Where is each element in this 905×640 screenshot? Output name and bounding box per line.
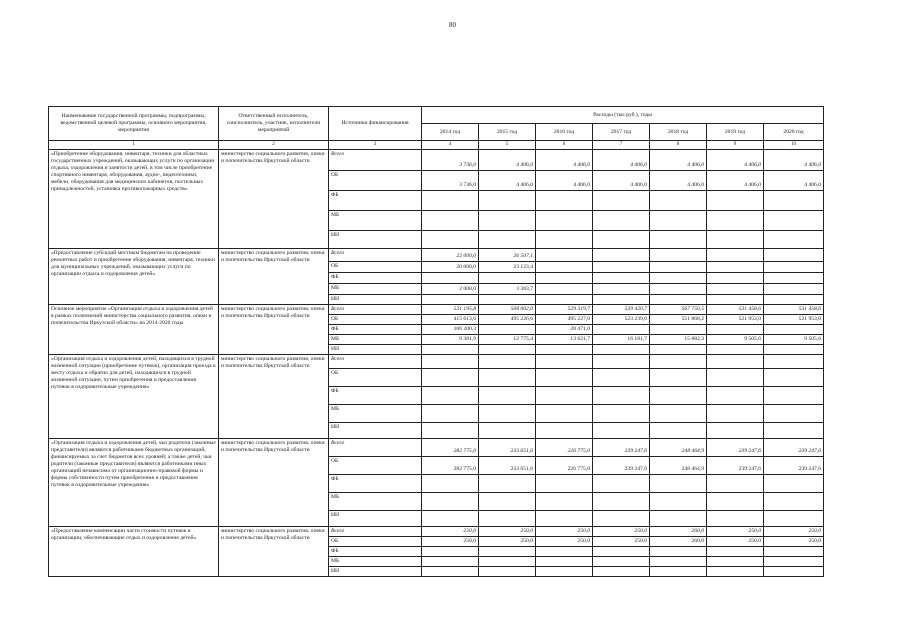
funding-source: ФБ (329, 475, 422, 493)
amount-cell: 106 200,3 (422, 325, 479, 335)
amount-cell (593, 325, 650, 335)
amount-cell (479, 557, 536, 567)
funding-source: ИИ (329, 345, 422, 355)
amount-cell (650, 387, 707, 405)
funding-source: ОБ (329, 171, 422, 191)
amount-cell: 13 621,7 (536, 335, 593, 345)
program-name: «Приобретение оборудования, инвентаря, техники для областных государственных учреждений, оказывающих услуги по организации отдыха, оздоровления и занятости детей, в том числе приобретение спортивного инвентаря, оборудования, аудио-, видеотехники, мебели, оборудования для медицинских кабинетов, постельных принадлежностей, установка противопожарных средств» (49, 150, 219, 249)
amount-cell (650, 325, 707, 335)
amount-cell: 233 651,6 (479, 457, 536, 475)
amount-cell (536, 249, 593, 262)
amount-cell (707, 191, 764, 211)
amount-cell: 239 247,6 (593, 457, 650, 475)
amount-cell: 4 406,0 (707, 171, 764, 191)
amount-cell (650, 345, 707, 355)
amount-cell: 260,0 (650, 537, 707, 547)
funding-source: Всего (329, 355, 422, 369)
amount-cell (593, 475, 650, 493)
amount-cell (707, 567, 764, 577)
table-row (49, 439, 824, 457)
funding-source: ФБ (329, 325, 422, 335)
amount-cell (536, 273, 593, 284)
amount-cell (593, 231, 650, 249)
column-index: 1 (49, 141, 219, 150)
amount-cell (536, 567, 593, 577)
amount-cell (593, 557, 650, 567)
amount-cell (764, 511, 824, 527)
program-name: «Организация отдыха и оздоровления детей, чьи родители (законные представители) являются работниками бюджетных организаций, финансируемых за счет бюджетов всех уровней; а также детей, чьи родители (законные представители) являются работниками иных организаций независимо от организационно-правовой формы и формы собственности путем приобретения и предоставления путевок в оздоровительные учреждения» (49, 439, 219, 527)
funding-source: МБ (329, 493, 422, 511)
funding-source: МБ (329, 335, 422, 345)
program-name: «Предоставление компенсации части стоимости путевок в организации, обеспечивающие отдых и оздоровление детей» (49, 527, 219, 577)
amount-cell (536, 387, 593, 405)
header-year: 2018 год (650, 124, 707, 141)
amount-cell: 15 882,3 (650, 335, 707, 345)
executor: министерство социального развития, опеки и попечительства Иркутской области (219, 249, 329, 305)
funding-source: ИИ (329, 295, 422, 305)
amount-cell (707, 369, 764, 387)
program-name: Основное мероприятие «Организация отдыха и оздоровления детей в рамках полномочий министерства социального развития, опеки и попечительства Иркутской области» на 2014-2020 годы (49, 305, 219, 355)
amount-cell: 3 383,7 (479, 284, 536, 295)
amount-cell: 250,0 (593, 527, 650, 537)
amount-cell (764, 249, 824, 262)
amount-cell (650, 262, 707, 273)
amount-cell: 250,0 (707, 537, 764, 547)
amount-cell (479, 211, 536, 231)
amount-cell: 495 226,6 (479, 315, 536, 325)
amount-cell: 531 458,6 (764, 305, 824, 315)
amount-cell: 415 613,6 (422, 315, 479, 325)
amount-cell (479, 191, 536, 211)
amount-cell (707, 493, 764, 511)
amount-cell (422, 557, 479, 567)
amount-cell (536, 345, 593, 355)
amount-cell: 239 247,6 (764, 439, 824, 457)
amount-cell: 529 319,7 (536, 305, 593, 315)
amount-cell (707, 387, 764, 405)
amount-cell (479, 387, 536, 405)
header-year: 2015 год (479, 124, 536, 141)
amount-cell: 20 000,0 (422, 262, 479, 273)
amount-cell (479, 423, 536, 439)
header-year: 2019 год (707, 124, 764, 141)
amount-cell (536, 557, 593, 567)
amount-cell (707, 262, 764, 273)
amount-cell (764, 345, 824, 355)
amount-cell: 250,0 (422, 537, 479, 547)
amount-cell (650, 493, 707, 511)
amount-cell (650, 547, 707, 557)
table-body (49, 150, 824, 577)
amount-cell (650, 231, 707, 249)
amount-cell: 239 247,6 (593, 439, 650, 457)
amount-cell (536, 405, 593, 423)
amount-cell (650, 249, 707, 262)
column-index: 8 (650, 141, 707, 150)
amount-cell (479, 345, 536, 355)
amount-cell (536, 369, 593, 387)
amount-cell (650, 369, 707, 387)
amount-cell (422, 423, 479, 439)
header-expenses: Расходы (тыс.руб.), годы (422, 107, 824, 124)
amount-cell: 539 420,7 (593, 305, 650, 315)
funding-source: Всего (329, 305, 422, 315)
amount-cell: 4 406,0 (536, 150, 593, 171)
amount-cell (536, 211, 593, 231)
amount-cell (650, 567, 707, 577)
amount-cell (707, 511, 764, 527)
executor: министерство социального развития, опеки и попечительства Иркутской области (219, 355, 329, 439)
header-year: 2016 год (536, 124, 593, 141)
amount-cell: 4 406,0 (764, 171, 824, 191)
amount-cell (764, 355, 824, 369)
funding-source: ОБ (329, 537, 422, 547)
amount-cell: 508 002,0 (479, 305, 536, 315)
amount-cell (707, 355, 764, 369)
amount-cell: 250,0 (707, 527, 764, 537)
amount-cell (593, 547, 650, 557)
amount-cell (707, 345, 764, 355)
amount-cell (764, 387, 824, 405)
amount-cell (593, 493, 650, 511)
amount-cell (479, 325, 536, 335)
funding-source: ОБ (329, 457, 422, 475)
amount-cell (479, 405, 536, 423)
amount-cell (764, 405, 824, 423)
amount-cell (536, 355, 593, 369)
amount-cell: 4 406,0 (479, 171, 536, 191)
column-index: 10 (764, 141, 824, 150)
amount-cell (593, 405, 650, 423)
program-name: «Предоставление субсидий местным бюджетам на проведение ремонтных работ и приобретение оборудования, инвентаря, техники для муниципальных учреждений, оказывающих услуги по организации отдыха и оздоровления детей» (49, 249, 219, 305)
table-row (49, 150, 824, 171)
amount-cell (764, 273, 824, 284)
amount-cell: 531 195,8 (422, 305, 479, 315)
amount-cell: 250,0 (593, 537, 650, 547)
amount-cell (536, 511, 593, 527)
amount-cell (479, 273, 536, 284)
amount-cell: 4 406,0 (764, 150, 824, 171)
amount-cell: 282 775,0 (422, 457, 479, 475)
amount-cell (422, 355, 479, 369)
header-source: Источники финансирования (329, 107, 422, 141)
amount-cell: 26 507,1 (479, 249, 536, 262)
amount-cell (764, 369, 824, 387)
amount-cell: 9 505,6 (707, 335, 764, 345)
amount-cell: 226 775,0 (536, 439, 593, 457)
amount-cell: 248 464,9 (650, 439, 707, 457)
amount-cell: 16 181,7 (593, 335, 650, 345)
amount-cell (479, 567, 536, 577)
amount-cell (536, 547, 593, 557)
amount-cell (650, 423, 707, 439)
amount-cell: 9 505,6 (764, 335, 824, 345)
funding-source: ИИ (329, 511, 422, 527)
amount-cell (479, 295, 536, 305)
amount-cell: 233 651,6 (479, 439, 536, 457)
amount-cell (650, 475, 707, 493)
funding-source: ФБ (329, 273, 422, 284)
amount-cell: 248 464,9 (650, 457, 707, 475)
amount-cell (764, 191, 824, 211)
amount-cell: 250,0 (764, 537, 824, 547)
amount-cell (707, 284, 764, 295)
amount-cell (650, 191, 707, 211)
amount-cell: 4 406,0 (650, 171, 707, 191)
amount-cell (536, 262, 593, 273)
column-index: 3 (329, 141, 422, 150)
amount-cell: 12 775,4 (479, 335, 536, 345)
funding-source: ИИ (329, 423, 422, 439)
funding-source: ОБ (329, 262, 422, 273)
amount-cell (650, 295, 707, 305)
amount-cell (764, 557, 824, 567)
amount-cell: 523 239,0 (593, 315, 650, 325)
amount-cell: 20 471,0 (536, 325, 593, 335)
amount-cell: 9 381,9 (422, 335, 479, 345)
amount-cell (422, 273, 479, 284)
amount-cell: 3 736,0 (422, 171, 479, 191)
amount-cell: 4 406,0 (536, 171, 593, 191)
amount-cell: 551 868,2 (650, 315, 707, 325)
table-row (49, 305, 824, 315)
column-index: 6 (536, 141, 593, 150)
amount-cell (593, 511, 650, 527)
funding-source: МБ (329, 557, 422, 567)
table-row (49, 249, 824, 262)
amount-cell: 23 123,4 (479, 262, 536, 273)
amount-cell (593, 273, 650, 284)
header-year: 2017 год (593, 124, 650, 141)
amount-cell (536, 475, 593, 493)
amount-cell (650, 355, 707, 369)
amount-cell (422, 211, 479, 231)
amount-cell (422, 405, 479, 423)
funding-source: ФБ (329, 387, 422, 405)
amount-cell: 531 458,6 (707, 305, 764, 315)
amount-cell (593, 295, 650, 305)
amount-cell (593, 191, 650, 211)
amount-cell (593, 262, 650, 273)
amount-cell (593, 567, 650, 577)
amount-cell: 521 953,0 (764, 315, 824, 325)
amount-cell: 250,0 (536, 537, 593, 547)
funding-source: ИИ (329, 567, 422, 577)
amount-cell (479, 355, 536, 369)
header-executor: Ответственный исполнитель, соисполнитель, участник, исполнители мероприятий (219, 107, 329, 141)
amount-cell: 4 406,0 (593, 150, 650, 171)
funding-source: ИИ (329, 231, 422, 249)
amount-cell: 239 247,6 (707, 457, 764, 475)
column-index: 4 (422, 141, 479, 150)
amount-cell (536, 493, 593, 511)
amount-cell: 282 775,0 (422, 439, 479, 457)
amount-cell (422, 191, 479, 211)
amount-cell (764, 284, 824, 295)
amount-cell (707, 231, 764, 249)
amount-cell (593, 355, 650, 369)
table-row (49, 527, 824, 537)
amount-cell (764, 325, 824, 335)
amount-cell (479, 369, 536, 387)
executor: министерство социального развития, опеки и попечительства Иркутской области (219, 439, 329, 527)
amount-cell: 250,0 (479, 527, 536, 537)
funding-source: ФБ (329, 547, 422, 557)
amount-cell (764, 262, 824, 273)
amount-cell (764, 423, 824, 439)
amount-cell: 250,0 (764, 527, 824, 537)
amount-cell (764, 567, 824, 577)
amount-cell (479, 475, 536, 493)
funding-source: Всего (329, 439, 422, 457)
amount-cell (707, 423, 764, 439)
executor: министерство социального развития, опеки и попечительства Иркутской области (219, 150, 329, 249)
amount-cell (764, 475, 824, 493)
amount-cell: 239 247,6 (764, 457, 824, 475)
amount-cell (650, 273, 707, 284)
amount-cell (593, 387, 650, 405)
amount-cell (422, 231, 479, 249)
funding-source: МБ (329, 405, 422, 423)
executor: министерство социального развития, опеки и попечительства Иркутской области (219, 305, 329, 355)
amount-cell: 4 406,0 (479, 150, 536, 171)
column-index: 9 (707, 141, 764, 150)
executor: министерство социального развития, опеки и попечительства Иркутской области (219, 527, 329, 577)
amount-cell (479, 231, 536, 249)
amount-cell (650, 557, 707, 567)
amount-cell (422, 475, 479, 493)
amount-cell (764, 211, 824, 231)
amount-cell (479, 547, 536, 557)
amount-cell: 567 750,5 (650, 305, 707, 315)
amount-cell: 495 227,0 (536, 315, 593, 325)
amount-cell: 4 406,0 (707, 150, 764, 171)
funding-source: Всего (329, 527, 422, 537)
amount-cell (536, 423, 593, 439)
amount-cell: 250,0 (422, 527, 479, 537)
amount-cell (707, 295, 764, 305)
amount-cell (536, 231, 593, 249)
table-row (49, 355, 824, 369)
amount-cell: 2 000,0 (422, 284, 479, 295)
column-index: 7 (593, 141, 650, 150)
amount-cell (650, 284, 707, 295)
amount-cell (422, 511, 479, 527)
amount-cell (707, 273, 764, 284)
amount-cell: 250,0 (536, 527, 593, 537)
amount-cell: 239 247,6 (707, 439, 764, 457)
amount-cell (707, 405, 764, 423)
amount-cell (764, 231, 824, 249)
amount-cell (650, 211, 707, 231)
column-index: 5 (479, 141, 536, 150)
amount-cell (422, 493, 479, 511)
amount-cell (536, 191, 593, 211)
funding-source: ОБ (329, 315, 422, 325)
amount-cell (707, 325, 764, 335)
amount-cell (422, 345, 479, 355)
program-name: «Организация отдыха и оздоровления детей, находящихся в трудной жизненной ситуации (приобретение путевок), организация проезда к месту отдыха и обратно для детей, находящихся в трудной жизненной ситуации, путем приобретения и предоставления путевок в оздоровительные учреждения» (49, 355, 219, 439)
amount-cell (422, 387, 479, 405)
funding-source: ОБ (329, 369, 422, 387)
amount-cell: 521 953,0 (707, 315, 764, 325)
amount-cell: 4 406,0 (593, 171, 650, 191)
amount-cell (764, 547, 824, 557)
amount-cell: 250,0 (479, 537, 536, 547)
header-program: Наименование государственной программы, подпрограммы, ведомственной целевой программы, основного мероприятия, мероприятия (49, 107, 219, 141)
amount-cell: 260,0 (650, 527, 707, 537)
amount-cell (422, 295, 479, 305)
funding-source: Всего (329, 150, 422, 171)
funding-source: ФБ (329, 191, 422, 211)
amount-cell (764, 295, 824, 305)
page-number: 80 (449, 21, 456, 29)
amount-cell: 4 406,0 (650, 150, 707, 171)
amount-cell (707, 211, 764, 231)
amount-cell: 226 775,0 (536, 457, 593, 475)
amount-cell (593, 249, 650, 262)
amount-cell (707, 475, 764, 493)
amount-cell (650, 405, 707, 423)
funding-source: Всего (329, 249, 422, 262)
amount-cell (593, 284, 650, 295)
funding-source: МБ (329, 284, 422, 295)
header-year: 2014 год (422, 124, 479, 141)
amount-cell (764, 493, 824, 511)
funding-source: МБ (329, 211, 422, 231)
amount-cell (593, 369, 650, 387)
header-year: 2020 год (764, 124, 824, 141)
column-index: 2 (219, 141, 329, 150)
amount-cell (593, 423, 650, 439)
amount-cell (707, 557, 764, 567)
amount-cell: 3 736,0 (422, 150, 479, 171)
amount-cell (422, 547, 479, 557)
budget-table (48, 106, 824, 577)
amount-cell (707, 249, 764, 262)
amount-cell (593, 211, 650, 231)
amount-cell (650, 511, 707, 527)
amount-cell (536, 284, 593, 295)
amount-cell (422, 369, 479, 387)
amount-cell (479, 493, 536, 511)
amount-cell (593, 345, 650, 355)
amount-cell: 22 000,0 (422, 249, 479, 262)
amount-cell (422, 567, 479, 577)
amount-cell (479, 511, 536, 527)
amount-cell (536, 295, 593, 305)
amount-cell (707, 547, 764, 557)
